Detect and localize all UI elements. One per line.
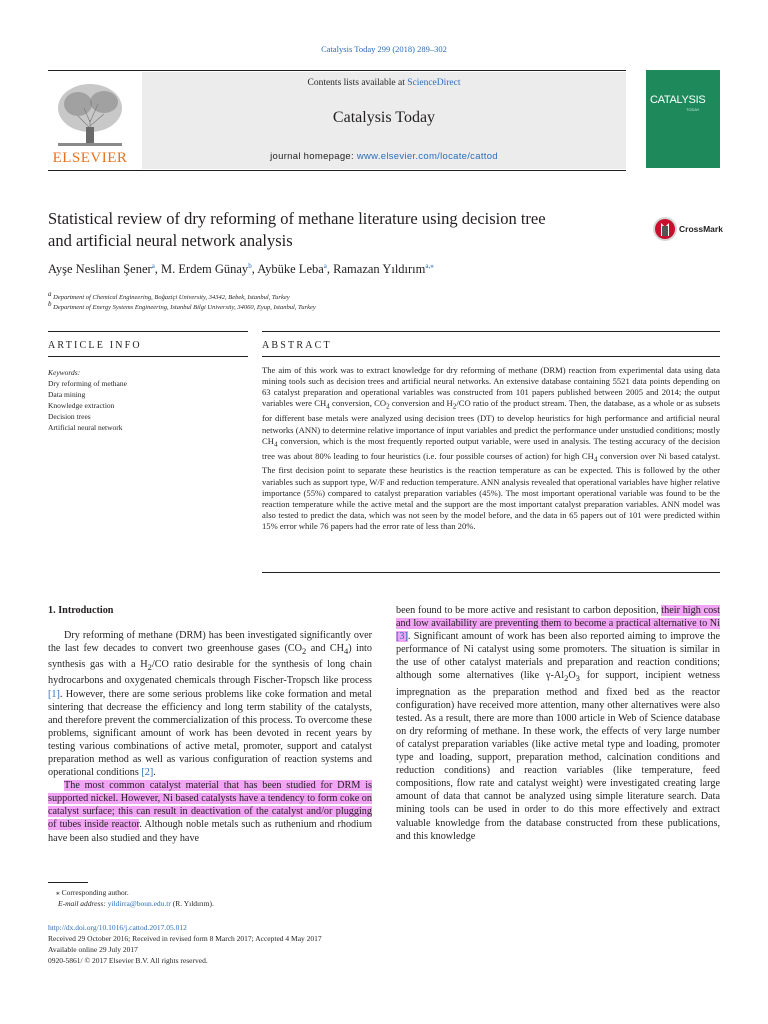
footnotes [48,887,214,909]
homepage-label: journal homepage: [270,151,357,162]
email-link[interactable]: yildirra@boun.edu.tr [107,899,171,908]
author-name[interactable]: Aybüke Leba [257,262,324,277]
body-column-left [48,604,372,845]
doi-link[interactable]: http://dx.doi.org/10.1016/j.cattod.2017.05.012 [48,923,187,932]
abstract-body: The aim of this work was to extract knowledge for dry reforming of methane (DRM) reaction from experimental data using data mining tools such as decision trees and artificial neural networks. An extensive database containing 5521 data points depending on 63 catalyst preparation and operational variables was constructed from 101 papers published between 2005 and 2014; the output variables were $CH_4$ conversion, $CO_2$ conversion and $H_2/CO$ ratio of the product stream. Then, the database, as a whole or as subsets for different base metals were analyzed using decision trees (DT) to develop heuristics for high performance and artificial neural networks (ANN) to determine relative importance of input variables and predict the performance under unstudied conditions; mostly $CH_4$ conversion, which is the most frequently reported output variable, were used in analysis. The testing accuracy of the decision tree was about 80% leading to four heuristics (i.e. four possible courses of action) for high $CH_4$ conversion over Ni based catalyst. The first decision point to separate these heuristics is the reaction temperature as can be expected. This is followed by the other variables such as support type, W/F and reduction temperature. ANN analysis revealed that operational variables have higher relative importance (55%) compared to catalyst preparation variables (45%). The most important operational variable was found to be the reaction temperature while the active metal and the support are the most important catalyst preparation variables. ANN model was also tested to predict the data, which was not seen by the model before, and the data in 65 papers out of 101 were predicted within 15% error while 76 papers had the error rate of less than 20%. [262,365,720,532]
author-affil-mark[interactable]: a [323,262,327,270]
affil-text: Department of Chemical Engineering, Boğaziçi University, 34342, Bebek, Istanbul, Turkey [53,294,290,302]
corresponding-author-note: ⁎ Corresponding author. [56,888,129,897]
divider [48,356,248,357]
divider [262,572,720,573]
highlighted-text: The most common catalyst material that has been studied for DRM is supported nickel. However, Ni based catalysts have a tendency to form coke on catalyst surface; this can result in deactivation of the catalyst and/or plugging of tubes inside reactor [48,780,372,831]
abstract-heading: ABSTRACT [262,340,332,351]
body-column-right [396,604,720,843]
intro-paragraph-2: The most common catalyst material that has been studied for DRM is supported nickel. However, Ni based catalysts have a tendency to form coke on catalyst surface; this can result in deactivation of the catalyst and/or plugging of tubes inside reactor. Although noble metals such as ruthenium and rhodium have been also studied and they have [48,780,372,844]
intro-paragraph-1: Dry reforming of methane (DRM) has been investigated significantly over the last few decades to convert two greenhouse gases ($CO_2$ and $CH_4$) into synthesis gas with a $H_2/CO$ ratio desirable for the synthesis of long chain hydrocarbons and oxygenated chemicals through Fischer-Tropsch like process [1]. However, there are some serious problems like coke formation and metal sintering that decrease the efficiency and long term stability of the catalysts, and therefore prevent the commercialization of this process. To overcome these problems, significant amount of work has been devoted in recent years by testing various combinations of active metal, promoter, support and catalyst preparation method as well as various configuration of reaction systems and operational conditions [2]. [48,630,373,779]
contents-line [142,78,626,88]
author-list: Ayşe Neslihan Şener$^a$, M. Erdem Günay$^b$, Aybüke Leba$^a$, Ramazan Yıldırım$^{a,⁎}$ [48,262,434,277]
journal-title: Catalysis Today [332,109,436,126]
highlighted-text: their high cost and low availability are preventing them to become a practical alternative to Ni [396,605,720,630]
copyright-line: 0920-5861/ © 2017 Elsevier B.V. All rights reserved. [48,956,208,965]
contents-prefix: Contents lists available at [307,78,408,88]
divider [262,356,720,357]
cover-title: CATALYSIS [650,94,706,106]
author-name[interactable]: M. Erdem Günay [161,262,249,277]
sciencedirect-link[interactable]: ScienceDirect [407,78,461,88]
author-name[interactable]: Ramazan Yıldırım [333,262,426,277]
publication-info [48,922,322,966]
received-dates: Received 29 October 2016; Received in revised form 8 March 2017; Accepted 4 May 2017 [48,934,322,943]
keywords-label: Keywords: [48,368,81,377]
reference-link[interactable]: [1] [48,688,60,700]
author-affil-mark[interactable]: b [248,262,252,270]
affil-mark: a [48,290,52,298]
elsevier-tree-logo [48,72,132,168]
elsevier-wordmark: ELSEVIER [52,150,128,166]
divider [262,331,720,332]
intro-paragraph-2-continued: been found to be more active and resistant to carbon deposition, their high cost and low availability are preventing them to become a practical alternative to Ni [3]. Significant amount of work has been also reported aiming to improve the performance of Ni catalyst using some promoters. The situation is similar in the use of other catalyst materials and preparation and reaction conditions; although some alternatives (like $\gamma-Al_2O_3$ for support, incipient wetness impregnation as the preparation method and fixed bed as the reactor configuration) have received more attention, many other alternatives were also tested. As a result, there are more than 1000 article in Web of Science database on dry reforming of methane. In these work, the effects of very large number of catalyst preparation variables (like active metal type and loading, promoter type and loading, support, preparation method, calcination conditions and reduction conditions) and reaction variables (like temperature, feed compositions, flow rate and catalyst weight) were investigated creating large amount of data that cannot be analyzed using simple literature search. Data mining tools can be used in order to do this more effectively and extract valuable knowledge from the database constructed from these publications, and this knowledge [396,605,721,842]
keywords-list [48,367,127,433]
reference-link[interactable]: [2] [141,767,154,779]
crossmark-label[interactable]: CrossMark [679,224,723,234]
keyword-item: Artificial neural network [48,423,123,432]
email-label: E-mail address: [58,899,108,908]
author-affil-mark[interactable]: a,⁎ [425,262,434,270]
keyword-item: Dry reforming of methane [48,379,127,388]
author-affil-mark[interactable]: a [151,262,155,270]
journal-citation-link[interactable]: Catalysis Today 299 (2018) 289–302 [321,44,447,54]
cover-subtitle: TODAY [686,107,700,112]
reference-link[interactable]: [3] [396,631,408,643]
article-title [48,208,628,252]
article-title-line1: Statistical review of dry reforming of methane literature using decision tree [48,209,546,228]
affiliation-b [48,300,316,311]
affil-mark: b [48,300,52,308]
journal-cover-image[interactable] [646,70,720,168]
footnote-divider [48,882,88,883]
keyword-item: Decision trees [48,412,91,421]
online-date: Available online 29 July 2017 [48,945,138,954]
article-title-line2: and artificial neural network analysis [48,231,293,250]
section-heading-introduction: 1. Introduction [48,605,114,616]
homepage-link[interactable]: www.elsevier.com/locate/cattod [356,151,498,162]
email-line: E-mail address: yildirra@boun.edu.tr (R. Yıldırım). [58,899,214,908]
article-info-heading: ARTICLE INFO [48,340,142,351]
affil-text: Department of Energy Systems Engineering, Istanbul Bilgi University, 34060, Eyup, Istanbul, Turkey [53,304,316,312]
keyword-item: Knowledge extraction [48,401,115,410]
author-name[interactable]: Ayşe Neslihan Şener [48,262,152,277]
divider [48,331,248,332]
keyword-item: Data mining [48,390,86,399]
homepage-line [142,151,626,162]
